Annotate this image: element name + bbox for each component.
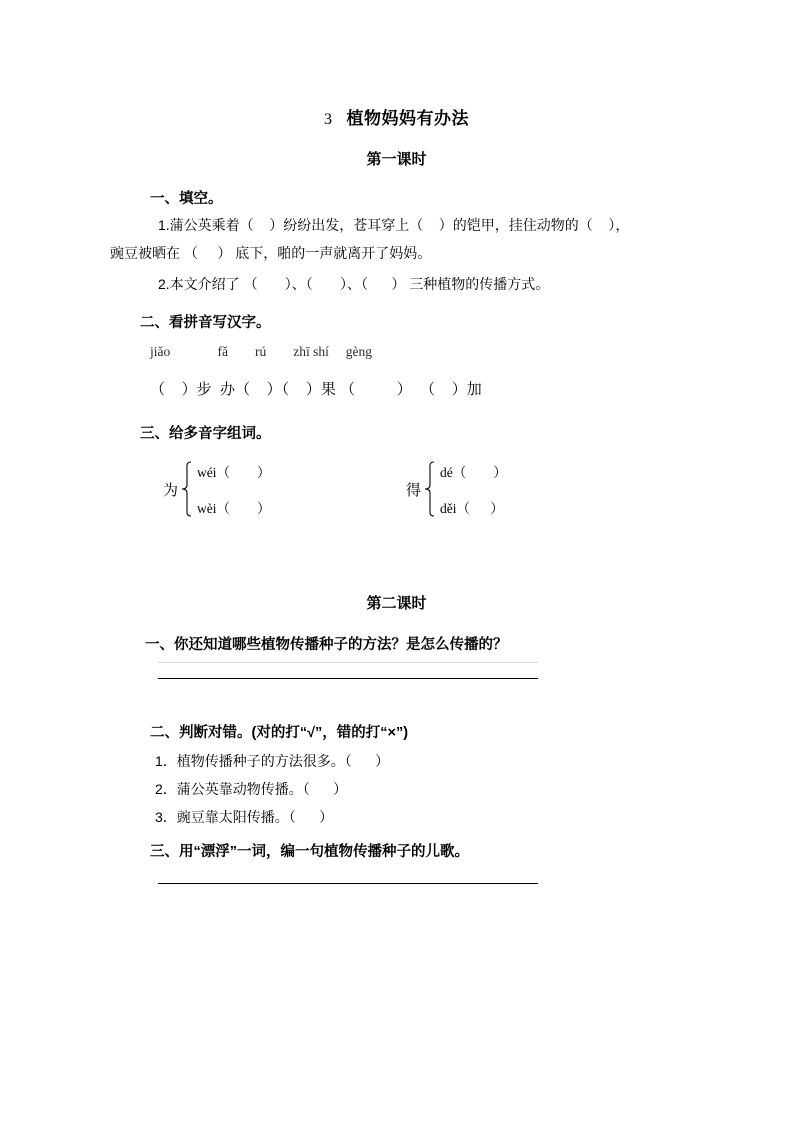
p1-hanzi-blank-row: （ ）步 办（ ）（ ）果 （ ） （ ）加: [150, 381, 482, 398]
p2-section1-heading: 一、你还知道哪些植物传播种子的方法？是怎么传播的？: [145, 637, 508, 653]
polyphone-row: [197, 461, 271, 481]
p1-section1-item1-line1: 1.蒲公英乘着（ ）纷纷出发，苍耳穿上（ ）的铠甲，挂住动物的（ ），: [158, 217, 630, 233]
part-two-title: 第二课时: [366, 595, 427, 612]
polyphone-pinyin: wéi: [197, 465, 217, 480]
polyphone-row: [440, 461, 507, 481]
polyphone-blank: （ ）: [216, 501, 271, 516]
polyphone-char: 为: [163, 481, 179, 499]
polyphone-pinyin: wèi: [197, 501, 217, 516]
polyphone-blank: （ ）: [216, 465, 271, 480]
p1-section2-heading: 二、看拼音写汉字。: [140, 315, 271, 331]
polyphone-row: [440, 497, 507, 517]
brace-icon: [180, 461, 193, 517]
lesson-number: 3: [324, 111, 333, 128]
polyphone-pinyin: děi: [440, 501, 457, 516]
p1-section1-item1-line2: 豌豆被晒在 （ ） 底下，啪的一声就离开了妈妈。: [110, 245, 432, 261]
p2-section3-heading: 三、用“漂浮”一词，编一句植物传播种子的儿歌。: [150, 844, 469, 860]
p1-section1-heading: 一、填空。: [150, 191, 223, 207]
answer-rule[interactable]: [158, 662, 538, 663]
p2-truefalse-item: 3．豌豆靠太阳传播。（ ）: [155, 809, 334, 825]
polyphone-row: [197, 497, 271, 517]
answer-rule[interactable]: [158, 883, 538, 884]
p2-truefalse-item: 1．植物传播种子的方法很多。（ ）: [155, 753, 390, 769]
polyphone-pinyin: dé: [440, 465, 453, 480]
p1-section1-item2: 2.本文介绍了 （ ）、（ ）、（ ） 三种植物的传播方式。: [158, 276, 550, 292]
polyphone-rows: [440, 459, 507, 519]
polyphone-group-wei: [163, 459, 271, 519]
p2-section2-heading: 二、判断对错。(对的打“√”，错的打“×”): [150, 725, 409, 741]
polyphone-blank: （ ）: [452, 465, 507, 480]
p1-pinyin-row: jiǎo fǎ rú zhī shí gèng: [150, 344, 372, 359]
polyphone-group-de: [406, 459, 507, 519]
p1-section3-heading: 三、给多音字组词。: [140, 426, 271, 442]
polyphone-rows: [197, 459, 271, 519]
lesson-title-text: 植物妈妈有办法: [346, 109, 469, 128]
brace-icon: [423, 461, 436, 517]
polyphone-char: 得: [406, 481, 422, 499]
answer-rule[interactable]: [158, 678, 538, 679]
p2-truefalse-item: 2．蒲公英靠动物传播。（ ）: [155, 781, 348, 797]
page-title: [0, 104, 793, 129]
polyphone-blank: （ ）: [456, 501, 504, 516]
part-one-title: 第一课时: [366, 151, 427, 168]
